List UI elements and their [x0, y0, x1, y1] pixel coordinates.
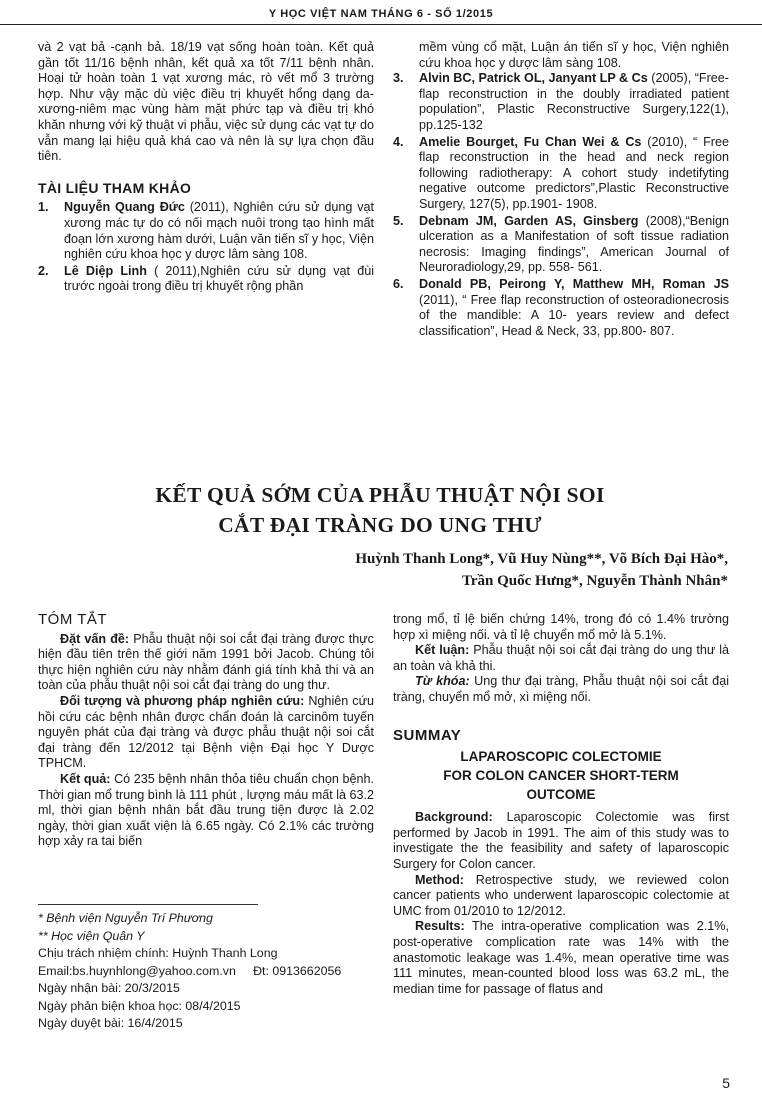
reference-item-2 [38, 264, 374, 295]
top-right-column [393, 40, 729, 340]
reference-authors: Alvin BC, Patrick OL, Janyant LP & Cs [419, 71, 648, 86]
reference-text: (2008),“Benign ulceration as a Manifestation of soft tissue radiation necrosis: Imaging findings”, American Journal of Neuroradiology,29, pp. 558- 561. [419, 213, 730, 275]
reference-authors: Nguyễn Quang Đức [64, 200, 185, 215]
reference-authors: Debnam JM, Garden AS, Ginsberg [419, 213, 639, 228]
article-title-line-2: CẮT ĐẠI TRÀNG DO UNG THƯ [218, 513, 542, 537]
summary-heading: SUMMAY [393, 726, 462, 744]
reference-number: 1. [38, 200, 49, 215]
reference-text: ( 2011),Nghiên cứu sử dụng vạt đùi trước ngoài trong điều trị khuyết rộng phần [64, 263, 375, 294]
summary-background [393, 810, 729, 872]
abstract-results [38, 772, 374, 850]
label-method-en: Method: [415, 872, 464, 887]
abstract-heading: TÓM TẮT [38, 611, 108, 628]
summary-results-text: The intra-operative complication was 2.1%, post-operative complication rate was 14% with the anastomotic leakage was 1.4%, mean operative time was 111 minutes, mean-counted blood loss was 63.2 mL, the median time for passage of flatus and [393, 919, 729, 996]
date-received: Ngày nhận bài: 20/3/2015 [38, 981, 180, 995]
summary-method-text: Retrospective study, we reviewed colon cancer patients who underwent laparoscopic colectomie at UMC from 01/2010 to 12/2012. [393, 872, 729, 918]
reference-number: 6. [393, 276, 404, 291]
abstract-keywords [393, 674, 729, 705]
contact-email: Email:bs.huynhlong@yahoo.com.vn [38, 963, 236, 978]
label-results: Kết quả: [60, 771, 111, 786]
summary-title-line-3: OUTCOME [526, 787, 596, 803]
contact-line [38, 963, 378, 981]
abstract-background [38, 632, 374, 694]
reference-item-3 [393, 71, 729, 133]
summary-background-text: Laparoscopic Colectomie was first performed by Jacob in 1991. The aim of this study was to investigate the the feasibility and safety of laparoscopic Surgery for Colon cancer. [393, 810, 729, 871]
label-results-en: Results: [415, 919, 465, 934]
affiliation-2: ** Học viện Quân Y [38, 928, 145, 943]
abstract-conclusion-text: Phẫu thuật nội soi cắt đại tràng do ung thư là an toàn và khả thi. [393, 643, 729, 673]
abstract-background-text: Phẫu thuật nội soi cắt đại tràng được thực hiện đầu tiên trên thế giới năm 1991 bởi Jacob. Chúng tôi thực hiện nghiên cứu này nhằm đánh giá tính khả thi và an toàn của phẫu thuật nội soi cắt đại tràng do ung thư. [38, 631, 374, 693]
reference-item-1 [38, 200, 374, 262]
label-conclusion: Kết luận: [415, 643, 470, 658]
summary-method [393, 873, 729, 920]
reference-number: 4. [393, 134, 404, 149]
reference-item-4 [393, 135, 729, 213]
abstract-conclusion [393, 643, 729, 674]
contact-phone: Đt: 0913662056 [253, 963, 342, 978]
reference-authors: Donald PB, Peirong Y, Matthew MH, Roman JS [419, 276, 729, 291]
reference-authors: Amelie Bourget, Fu Chan Wei & Cs [419, 134, 642, 149]
top-left-column [38, 40, 374, 296]
article-title-line-1: KẾT QUẢ SỚM CỦA PHẪU THUẬT NỘI SOI [155, 483, 605, 507]
summary-results [393, 919, 729, 997]
article-title [60, 480, 700, 540]
footnotes [38, 910, 378, 1033]
corresponding-author: Chịu trách nhiệm chính: Huỳnh Thanh Long [38, 946, 278, 960]
label-methods: Đối tượng và phương pháp nghiên cứu: [60, 693, 305, 708]
reference-item-6 [393, 277, 729, 339]
reference-authors: Lê Diệp Linh [64, 263, 147, 278]
label-keywords: Từ khóa: [415, 674, 470, 689]
authors-line-1: Huỳnh Thanh Long*, Vũ Huy Nùng**, Võ Bích Đại Hào*, [355, 551, 728, 567]
abstract-keywords-text: Ung thư đại tràng, Phẫu thuật nội soi cắt đại tràng, chuyển mổ mở, xì miệng nối. [393, 674, 729, 704]
reference-continuation: mềm vùng cổ mặt, Luận án tiến sĩ y học, Viện nghiên cứu khoa học y dược lâm sàng 108. [419, 40, 729, 70]
page-number: 5 [722, 1075, 730, 1091]
date-reviewed: Ngày phản biện khoa học: 08/4/2015 [38, 998, 241, 1013]
abstract-results-text: Có 235 bệnh nhân thỏa tiêu chuẩn chọn bệnh. Thời gian mổ trung bình là 111 phút , lượng máu mất là 63.2 ml, thời gian bệnh nhân bắt đầu trung tiện được là 2.02 ngày, thời gian xuất viện là 6.65 ngày. Có 2.1% các trường hợp xảy ra tai biến [38, 771, 375, 849]
article-authors [355, 548, 728, 592]
reference-text: (2010), “ Free flap reconstruction in the head and neck region following radiotherapy: A cohort study indetifyting negative outcome predictors”,Plastic Reconstructive Surgery, 127(5), pp.1901- 1908. [419, 134, 729, 211]
abstract-vi-column [38, 612, 374, 850]
header-rule [0, 24, 762, 25]
reference-number: 2. [38, 263, 49, 278]
references-heading: TÀI LIỆU THAM KHẢO [38, 179, 192, 196]
summary-title-line-1: LAPAROSCOPIC COLECTOMIE [460, 749, 662, 765]
summary-title-line-2: FOR COLON CANCER SHORT-TERM [443, 768, 679, 784]
authors-line-2: Trần Quốc Hưng*, Nguyễn Thành Nhân* [461, 573, 728, 589]
reference-item-5 [393, 214, 729, 276]
reference-text: (2005), “Free- flap reconstruction in the doubly irradiated patient population”, Plastic Reconstructive Surgery,122(1), pp.125-132 [419, 71, 729, 132]
summary-title [393, 747, 729, 804]
abstract-results-continuation: trong mổ, tỉ lệ biến chứng 14%, trong đó có 1.4% trường hợp xì miệng nối. và tỉ lệ chuyển mổ mở là 5.1%. [393, 612, 729, 642]
affiliation-1: * Bệnh viện Nguyễn Trí Phương [38, 911, 213, 925]
reference-text: (2011), “ Free flap reconstruction of osteoradionecrosis of the mandible: A 10- years review and defect classification”, Head & Neck, 33, pp.800- 807. [419, 292, 729, 338]
previous-article-conclusion: và 2 vạt bả -cạnh bả. 18/19 vạt sống hoàn toàn. Kết quả gần tốt 11/16 bệnh nhân, kết quả xa tốt 7/11 bệnh nhân. Hoại tử hoàn toàn 1 vạt xương mác, rò vết mổ 3 trường hợp. Như vậy mặc dù việc điều trị khuyết hổng dạng da-xương-niêm mạc vùng hàm mặt phức tạp và điều trị khó khăn nhưng với kỹ thuật vi phẫu, việc sử dụng các vạt tự do vẫn mang lại hiệu quả khá cao và nên là sự lựa chọn đầu tiên. [38, 40, 374, 164]
abstract-en-column [393, 612, 729, 997]
reference-number: 3. [393, 71, 404, 86]
label-background: Đặt vấn đề: [60, 631, 130, 646]
abstract-methods-text: Nghiên cứu hồi cứu các bệnh nhân được chẩn đoán là carcinôm tuyến nguyên phát của đại tràng và được phẫu thuật nội soi cắt đại tràng đến 12/2012 tại Bệnh viện Đại học Y Dược TPHCM. [38, 693, 375, 771]
abstract-methods [38, 694, 374, 772]
footnote-rule [38, 904, 258, 905]
date-accepted: Ngày duyệt bài: 16/4/2015 [38, 1016, 183, 1030]
reference-number: 5. [393, 213, 404, 228]
running-header: Y HỌC VIỆT NAM THÁNG 6 - SỐ 1/2015 [268, 8, 494, 20]
label-background-en: Background: [415, 810, 493, 825]
reference-text: (2011), Nghiên cứu sử dụng vạt xương mác tự do có nối mạch nuôi trong tạo hình mất đoạn lớn xương hàm dưới, Luận văn tiến sĩ y học, Viện nghiên cứu khoa học y dược lâm sàng 108. [64, 200, 374, 262]
